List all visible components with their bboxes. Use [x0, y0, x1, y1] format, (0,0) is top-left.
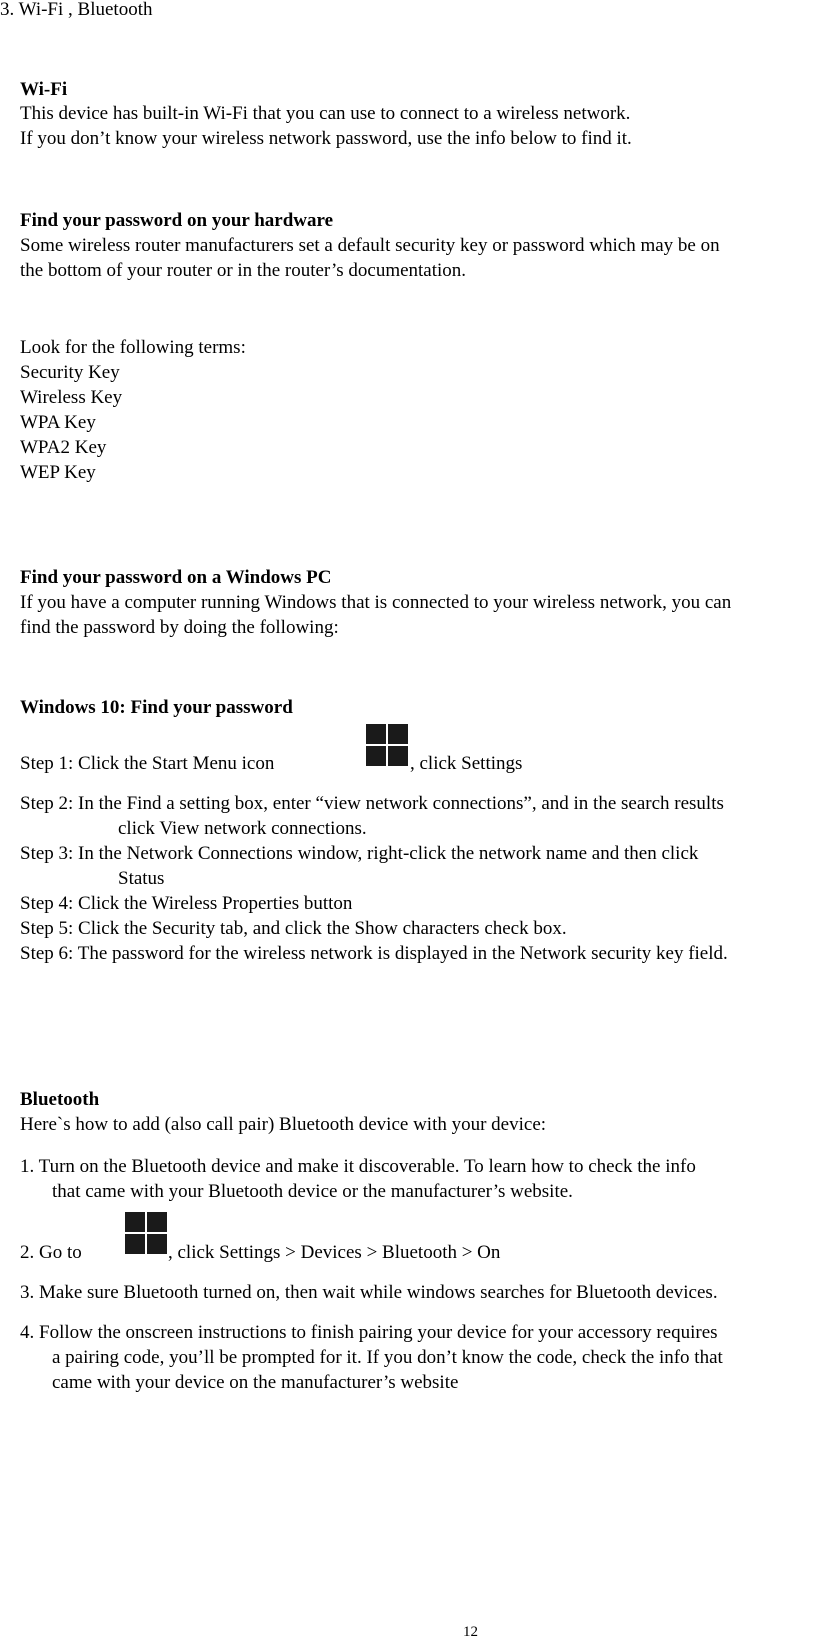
section-title: 3. Wi-Fi , Bluetooth	[0, 0, 153, 20]
windows-pc-text-line-1: If you have a computer running Windows that is connected to your wireless network, you can	[20, 592, 732, 613]
windows-logo-icon	[124, 1211, 168, 1255]
term-item: WEP Key	[20, 462, 96, 483]
windows-pc-heading: Find your password on a Windows PC	[20, 567, 332, 588]
wifi-intro-line-1: This device has built-in Wi-Fi that you can use to connect to a wireless network.	[20, 103, 631, 124]
term-item: WPA Key	[20, 412, 96, 433]
windows-pc-text-line-2: find the password by doing the following:	[20, 617, 339, 638]
hardware-heading: Find your password on your hardware	[20, 210, 334, 231]
step-3-line-1: Step 3: In the Network Connections window, right-click the network name and then click	[20, 843, 699, 864]
bluetooth-heading: Bluetooth	[20, 1089, 100, 1110]
step-6: Step 6: The password for the wireless network is displayed in the Network security key field.	[20, 943, 728, 964]
hardware-text-line-1: Some wireless router manufacturers set a default security key or password which may be on	[20, 235, 720, 256]
hardware-text-line-2: the bottom of your router or in the router’s documentation.	[20, 260, 467, 281]
windows-logo-icon	[365, 723, 409, 767]
step-5: Step 5: Click the Security tab, and click the Show characters check box.	[20, 918, 567, 939]
step-3-line-2: Status	[118, 868, 165, 889]
page-number: 12	[463, 1624, 478, 1640]
terms-intro: Look for the following terms:	[20, 337, 246, 358]
wifi-heading: Wi-Fi	[20, 79, 68, 100]
bluetooth-item-4-line-3: came with your device on the manufacturer’s website	[52, 1372, 459, 1393]
step-1-settings: , click Settings	[410, 753, 523, 774]
bluetooth-item-2-settings: , click Settings > Devices > Bluetooth > On	[168, 1242, 501, 1263]
bluetooth-item-4-line-1: 4. Follow the onscreen instructions to finish pairing your device for your accessory requires	[20, 1322, 718, 1343]
bluetooth-intro: Here`s how to add (also call pair) Bluetooth device with your device:	[20, 1114, 547, 1135]
step-2-line-1: Step 2: In the Find a setting box, enter “view network connections”, and in the search results	[20, 793, 724, 814]
term-item: Security Key	[20, 362, 120, 383]
step-4: Step 4: Click the Wireless Properties button	[20, 893, 353, 914]
win10-heading: Windows 10: Find your password	[20, 697, 293, 718]
bluetooth-item-3: 3. Make sure Bluetooth turned on, then wait while windows searches for Bluetooth devices.	[20, 1282, 718, 1303]
bluetooth-item-1-line-2: that came with your Bluetooth device or the manufacturer’s website.	[52, 1181, 573, 1202]
bluetooth-item-4-line-2: a pairing code, you’ll be prompted for it. If you don’t know the code, check the info that	[52, 1347, 723, 1368]
term-item: Wireless Key	[20, 387, 123, 408]
term-item: WPA2 Key	[20, 437, 107, 458]
wifi-intro-line-2: If you don’t know your wireless network password, use the info below to find it.	[20, 128, 632, 149]
step-1-text: Step 1: Click the Start Menu icon	[20, 753, 275, 774]
bluetooth-item-2-text: 2. Go to	[20, 1242, 82, 1263]
bluetooth-item-1-line-1: 1. Turn on the Bluetooth device and make it discoverable. To learn how to check the info	[20, 1156, 696, 1177]
step-2-line-2: click View network connections.	[118, 818, 367, 839]
